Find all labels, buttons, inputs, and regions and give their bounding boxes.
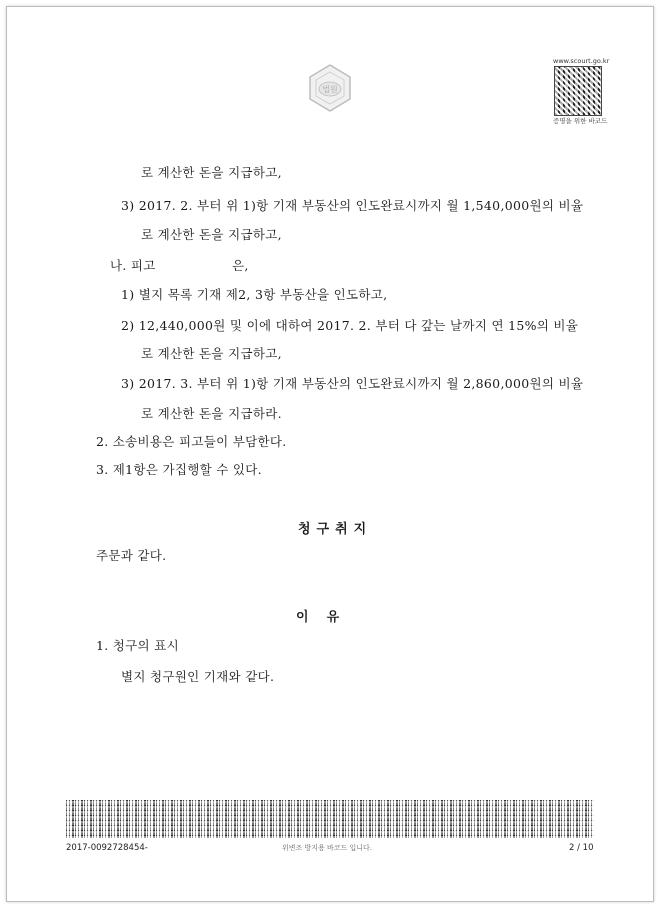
anti-forgery-barcode <box>66 800 594 838</box>
body-line: 1) 별지 목록 기재 제2, 3항 부동산을 인도하고, <box>121 287 388 302</box>
redacted-name <box>158 254 228 270</box>
body-line: 로 계산한 돈을 지급하라. <box>141 406 282 421</box>
document-frame <box>6 6 654 902</box>
body-line: 로 계산한 돈을 지급하고, <box>141 165 282 180</box>
section-claim-title: 청구취지 <box>298 522 373 537</box>
qr-code-icon <box>554 66 602 116</box>
body-line: 3. 제1항은 가집행할 수 있다. <box>96 462 262 477</box>
body-line: 나. 피고 <box>110 258 156 273</box>
qr-caption: 증명을 위한 바코드 <box>553 117 608 125</box>
body-line: 3) 2017. 3. 부터 위 1)항 기재 부동산의 인도완료시까지 월 2,860,000원의 비율 <box>121 376 584 391</box>
section-reason-title: 이 유 <box>296 610 340 625</box>
section-claim-text: 주문과 같다. <box>96 548 167 563</box>
qr-url: www.scourt.go.kr <box>553 57 610 65</box>
body-line: 로 계산한 돈을 지급하고, <box>141 227 282 242</box>
reason-item-text: 별지 청구원인 기재와 같다. <box>121 669 275 684</box>
body-line: 2) 12,440,000원 및 이에 대하여 2017. 2. 부터 다 갚는 날까지 연 15%의 비율 <box>121 318 579 333</box>
page-number: 2 / 10 <box>569 843 594 853</box>
body-line: 은, <box>232 258 249 273</box>
seal-text: 법원 <box>322 85 338 94</box>
body-line: 로 계산한 돈을 지급하고, <box>141 346 282 361</box>
body-line: 3) 2017. 2. 부터 위 1)항 기재 부동산의 인도완료시까지 월 1,540,000원의 비율 <box>121 198 584 213</box>
doc-number: 2017-0092728454- <box>66 843 148 853</box>
barcode-note: 위변조 방지용 바코드 입니다. <box>282 844 373 852</box>
body-line: 2. 소송비용은 피고들이 부담한다. <box>96 434 287 449</box>
court-seal-icon <box>304 62 356 114</box>
reason-item-title: 1. 청구의 표시 <box>96 638 179 653</box>
